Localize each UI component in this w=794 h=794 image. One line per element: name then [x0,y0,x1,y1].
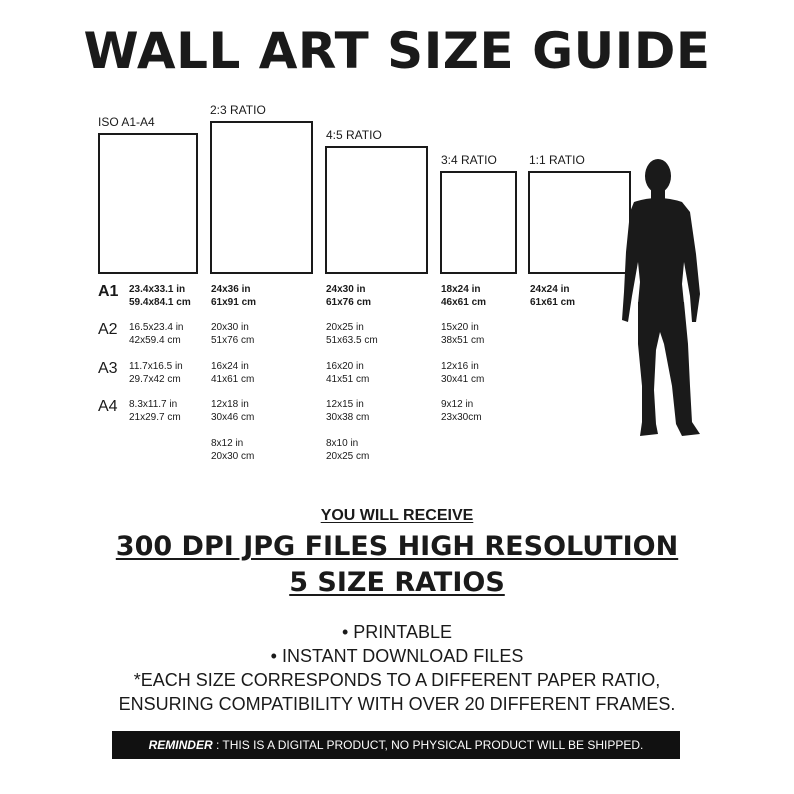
size-3-4-a-cm: 46x61 cm [441,297,487,308]
size-a1-in: 23.4x33.1 in [129,284,186,295]
size-a4-in: 8.3x11.7 in [129,399,178,410]
feature-note-1: *EACH SIZE CORRESPONDS TO A DIFFERENT PAPER RATIO, [133,670,661,690]
size-2-3-b-cm: 51x76 cm [211,335,255,346]
size-3-4-d-in: 9x12 in [441,399,474,410]
size-4-5-e-in: 8x10 in [326,438,359,449]
frame-3-4 [440,171,517,274]
size-2-3-c-in: 16x24 in [211,361,249,372]
frame-4-5 [325,146,428,274]
receive-heading: YOU WILL RECEIVE [320,507,474,524]
size-4-5-b-in: 20x25 in [326,322,364,333]
size-2-3-e-cm: 20x30 cm [211,451,255,462]
size-4-5-c-in: 16x20 in [326,361,364,372]
size-4-5-a-cm: 61x76 cm [326,297,372,308]
feature-note-2: ENSURING COMPATIBILITY WITH OVER 20 DIFFERENT FRAMES. [118,694,676,714]
size-2-3-d-in: 12x18 in [211,399,249,410]
iso-code-a3: A3 [98,360,118,377]
size-a2-cm: 42x59.4 cm [129,335,181,346]
size-4-5-a-in: 24x30 in [326,284,366,295]
size-a3-cm: 29.7x42 cm [129,374,181,385]
iso-code-a2: A2 [98,321,118,338]
size-2-3-c-cm: 41x61 cm [211,374,255,385]
person-silhouette-icon [612,154,720,440]
size-2-3-e-in: 8x12 in [211,438,244,449]
ratio-label-4-5: 4:5 RATIO [326,128,382,142]
size-1-1-a-in: 24x24 in [530,284,570,295]
size-2-3-d-cm: 30x46 cm [211,412,255,423]
ratio-label-3-4: 3:4 RATIO [441,153,497,167]
size-a1-cm: 59.4x84.1 cm [129,297,191,308]
resolution-headline: 300 DPI JPG FILES HIGH RESOLUTION [115,531,679,562]
size-2-3-b-in: 20x30 in [211,322,249,333]
size-4-5-d-cm: 30x38 cm [326,412,370,423]
receive-heading-wrap [0,507,794,525]
ratio-label-2-3: 2:3 RATIO [210,103,266,117]
size-3-4-c-in: 12x16 in [441,361,479,372]
size-a4-cm: 21x29.7 cm [129,412,181,423]
size-3-4-b-cm: 38x51 cm [441,335,485,346]
size-2-3-a-cm: 61x91 cm [211,297,257,308]
frame-iso [98,133,198,274]
reminder-banner [112,731,680,759]
size-a3-in: 11.7x16.5 in [129,361,183,372]
reminder-label: REMINDER [148,738,213,752]
iso-code-a4: A4 [98,398,118,415]
feature-download: • INSTANT DOWNLOAD FILES [270,646,524,666]
size-4-5-c-cm: 41x51 cm [326,374,370,385]
ratios-headline: 5 SIZE RATIOS [289,567,505,598]
reminder-text: : THIS IS A DIGITAL PRODUCT, NO PHYSICAL PRODUCT WILL BE SHIPPED. [212,738,644,752]
size-4-5-d-in: 12x15 in [326,399,364,410]
feature-printable: • PRINTABLE [342,622,452,642]
page-title: WALL ART SIZE GUIDE [83,22,711,80]
size-3-4-d-cm: 23x30cm [441,412,482,423]
size-2-3-a-in: 24x36 in [211,284,251,295]
size-3-4-b-in: 15x20 in [441,322,479,333]
size-3-4-c-cm: 30x41 cm [441,374,485,385]
size-1-1-a-cm: 61x61 cm [530,297,576,308]
frame-2-3 [210,121,313,274]
iso-code-a1: A1 [98,283,119,300]
ratio-label-1-1: 1:1 RATIO [529,153,585,167]
size-3-4-a-in: 18x24 in [441,284,481,295]
size-a2-in: 16.5x23.4 in [129,322,184,333]
ratio-label-iso: ISO A1-A4 [98,115,155,129]
size-4-5-e-cm: 20x25 cm [326,451,370,462]
size-4-5-b-cm: 51x63.5 cm [326,335,378,346]
